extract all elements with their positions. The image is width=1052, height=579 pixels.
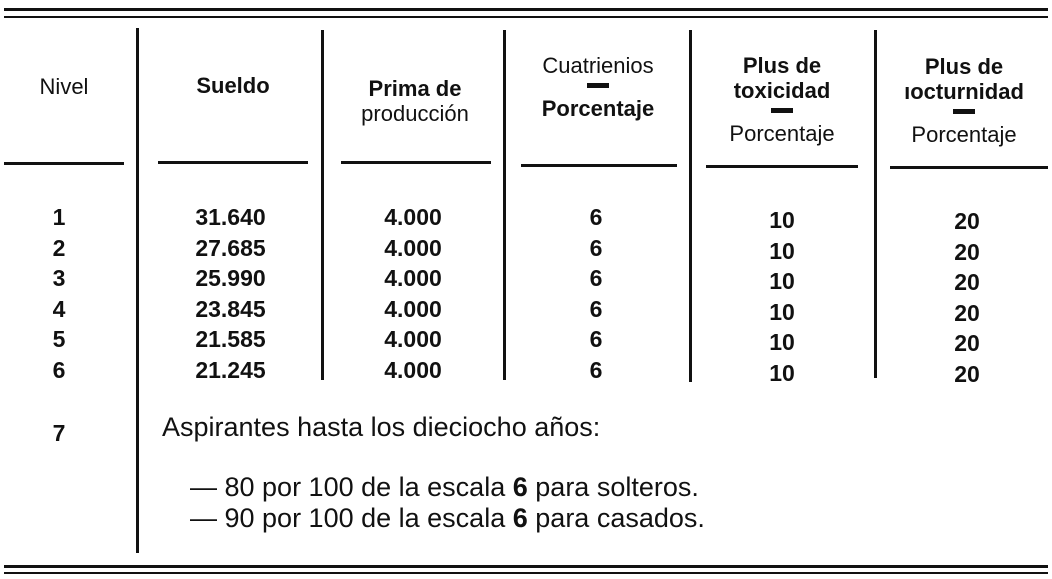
bottom-double-rule-1 [4, 565, 1048, 568]
cell-nocturnidad: 20 [954, 238, 980, 265]
column-cuatrienios [520, 202, 672, 385]
column-nivel [4, 202, 114, 385]
cell-nivel: 5 [52, 326, 66, 352]
cell-cuatrienios: 6 [589, 265, 603, 291]
cell-sueldo: 25.990 [195, 265, 266, 291]
column-toxicidad [706, 205, 858, 388]
cell-sueldo: 21.585 [195, 326, 266, 352]
cell-nocturnidad: 20 [954, 269, 980, 295]
header-prima-line1: Prima de [368, 76, 462, 101]
cell-cuatrienios: 6 [589, 295, 603, 322]
cell-prima: 4.000 [384, 204, 442, 230]
col-separator-3 [503, 30, 506, 380]
header-underline-toxicidad [706, 165, 858, 168]
col-separator-2 [321, 30, 324, 380]
cell-prima: 4.000 [384, 234, 442, 261]
cell-nivel: 1 [52, 204, 66, 230]
header-toxicidad-dash [771, 108, 793, 113]
col-separator-1 [136, 28, 139, 553]
cell-nivel: 2 [52, 234, 66, 261]
header-underline-nivel [4, 162, 124, 165]
bottom-double-rule-2 [4, 572, 1048, 574]
header-prima-line2: producción [361, 101, 469, 126]
cell-toxicidad: 10 [769, 329, 795, 355]
header-underline-cuatrienios [521, 164, 677, 167]
header-cuatrienios-bottom: Porcentaje [541, 96, 655, 121]
cell-nocturnidad: 20 [954, 330, 980, 356]
header-underline-nocturnidad [890, 166, 1048, 169]
cell-nivel: 3 [52, 265, 66, 291]
header-nivel [4, 74, 124, 99]
cell-toxicidad: 10 [769, 268, 795, 294]
top-double-rule-2 [4, 16, 1048, 18]
header-prima [330, 76, 500, 126]
col-separator-5 [874, 30, 877, 378]
col-separator-4 [689, 30, 692, 382]
row7-title: Aspirantes hasta los dieciocho años: [162, 412, 601, 442]
cell-cuatrienios: 6 [589, 234, 603, 261]
cell-cuatrienios: 6 [589, 204, 603, 230]
header-nocturnidad-dash [953, 109, 975, 114]
row7-line1-num: 6 [512, 472, 528, 502]
header-sueldo-label: Sueldo [196, 73, 270, 98]
row7-line2-suffix: para casados. [535, 503, 705, 533]
row7-line1-prefix: — 80 por 100 de la escala [190, 472, 506, 502]
header-underline-prima [341, 161, 491, 164]
column-sueldo [158, 202, 303, 385]
top-double-rule-1 [4, 8, 1048, 11]
cell-sueldo: 31.640 [195, 204, 266, 230]
header-sueldo [158, 73, 308, 98]
cell-prima: 4.000 [384, 265, 442, 291]
column-nocturnidad [892, 206, 1042, 389]
row7-line2-num: 6 [512, 503, 528, 533]
cell-sueldo: 21.245 [195, 356, 266, 383]
row7-line1 [190, 471, 699, 503]
cell-prima: 4.000 [384, 356, 442, 383]
cell-sueldo: 27.685 [195, 234, 266, 261]
header-cuatrienios-top: Cuatrienios [542, 53, 654, 78]
row7-line2 [190, 502, 705, 534]
header-underline-sueldo [158, 161, 308, 164]
cell-toxicidad: 10 [769, 237, 795, 264]
column-prima [338, 202, 488, 385]
cell-cuatrienios: 6 [589, 326, 603, 352]
cell-prima: 4.000 [384, 326, 442, 352]
header-toxicidad-line2: toxicidad [733, 78, 831, 103]
cell-nocturnidad: 20 [954, 208, 980, 234]
header-cuatrienios [511, 53, 685, 121]
header-nocturnidad-line2: ıocturnidad [904, 79, 1024, 104]
header-nocturnidad [880, 54, 1048, 147]
cell-nivel: 6 [52, 356, 66, 383]
cell-nocturnidad: 20 [954, 299, 980, 326]
header-toxicidad [696, 53, 868, 146]
row7-line2-prefix: — 90 por 100 de la escala [190, 503, 506, 533]
cell-cuatrienios: 6 [589, 356, 603, 383]
cell-toxicidad: 10 [769, 298, 795, 325]
header-nocturnidad-line1: Plus de [924, 54, 1004, 79]
cell-nivel-7 [4, 418, 114, 449]
cell-sueldo: 23.845 [195, 295, 266, 322]
cell-prima: 4.000 [384, 295, 442, 322]
row7-line1-suffix: para solteros. [535, 472, 699, 502]
cell-toxicidad: 10 [769, 207, 795, 233]
cell-nivel: 4 [52, 295, 66, 322]
header-nivel-label: Nivel [39, 74, 89, 99]
header-cuatrienios-dash [587, 83, 609, 88]
cell-nocturnidad: 20 [954, 360, 980, 387]
header-nocturnidad-bottom: Porcentaje [911, 122, 1017, 147]
cell-toxicidad: 10 [769, 359, 795, 386]
cell-nivel: 7 [52, 420, 66, 446]
header-toxicidad-line1: Plus de [742, 53, 822, 78]
header-toxicidad-bottom: Porcentaje [729, 121, 835, 146]
